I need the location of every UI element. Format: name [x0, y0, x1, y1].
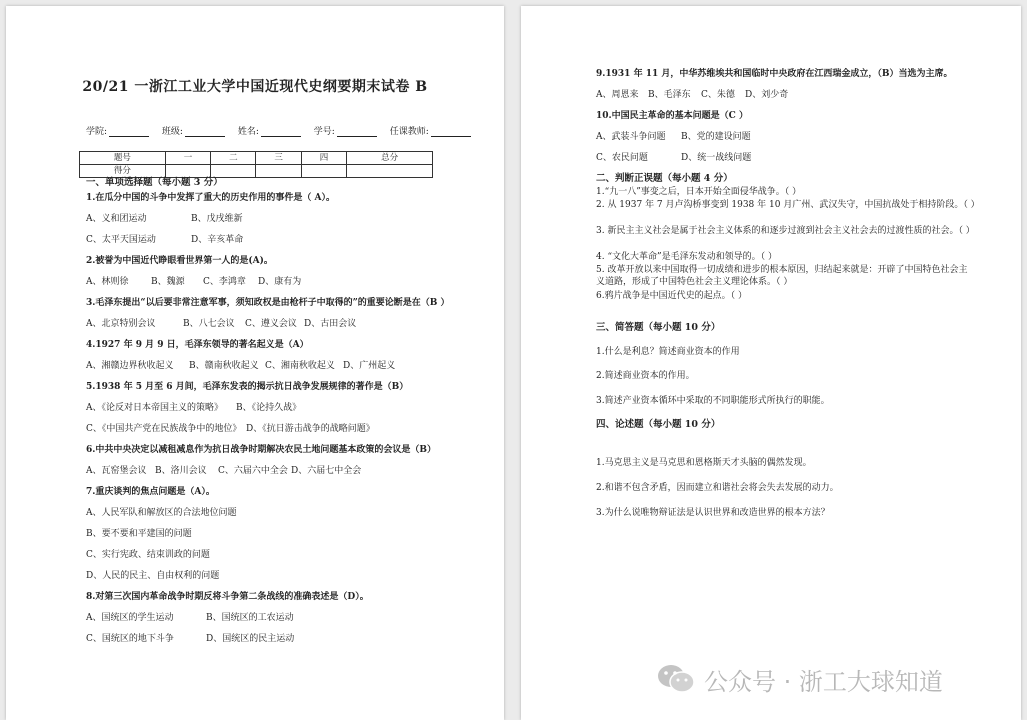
score-header-cell: 一 [165, 152, 210, 165]
option-b: B、国统区的工农运动 [206, 613, 294, 623]
score-header-cell: 总分 [347, 152, 433, 165]
option-b: B、要不要和平建国的问题 [86, 529, 192, 539]
option-d: D、辛亥革命 [191, 235, 244, 245]
score-cell [211, 165, 256, 178]
option-c: C、遵义会议 [245, 319, 297, 329]
option-d: D、古田会议 [304, 319, 357, 329]
option-d: D、《抗日游击战争的战略问题》 [246, 424, 375, 434]
option-a: A、湘赣边界秋收起义 [86, 361, 174, 371]
essay-item: 2.和谐不包含矛盾，因而建立和谐社会将会失去发展的动力。 [596, 483, 839, 493]
option-b: B、赣南秋收起义 [189, 361, 259, 371]
judge-item: 3. 新民主主义社会是属于社会主义体系的和逐步过渡到社会主义社会去的过渡性质的社会。（ ） [596, 226, 975, 236]
question-stem: 1.在瓜分中国的斗争中发挥了重大的历史作用的事件是（ A）。 [86, 193, 336, 203]
student-id-label: 学号: [313, 127, 335, 137]
score-cell [256, 165, 301, 178]
score-cell [347, 165, 433, 178]
question-stem: 9.1931 年 11 月，中华苏维埃共和国临时中央政府在江西瑞金成立，（B）当选为主席。 [596, 69, 953, 79]
college-blank [109, 127, 149, 137]
judge-item: 5. 改革开放以来中国取得一切成绩和进步的根本原因，归结起来就是：开辟了中国特色社会主义道路，形成了中国特色社会主义理论体系。（ ） [596, 265, 968, 287]
option-a: A、瓦窑堡会议 [86, 466, 147, 476]
option-c: C、《中国共产党在民族战争中的地位》 [86, 424, 242, 434]
watermark [656, 662, 943, 696]
option-d: D、统一战线问题 [681, 153, 752, 163]
option-a: A、武装斗争问题 [596, 132, 666, 142]
question-stem: 8.对第三次国内革命战争时期反将斗争第二条战线的准确表述是（D）。 [86, 592, 369, 602]
question-stem: 5.1938 年 5 月至 6 月间，毛泽东发表的揭示抗日战争发展规律的著作是（B） [86, 382, 409, 392]
exam-page-1 [6, 6, 504, 720]
option-d: D、刘少奇 [745, 90, 789, 100]
judge-item: 6.鸦片战争是中国近代史的起点。（ ） [596, 291, 747, 301]
judge-item: 2. 从 1937 年 7 月卢沟桥事变到 1938 年 10 月广州、武汉失守，中国抗战处于相持阶段。（ ） [596, 200, 980, 210]
option-a: A、北京特别会议 [86, 319, 156, 329]
option-c: C、国统区的地下斗争 [86, 634, 174, 644]
question-stem: 3.毛泽东提出“以后要非常注意军事，须知政权是由枪杆子中取得的”的重要论断是在（B ） [86, 298, 450, 308]
section1-heading: 一、单项选择题（每小题 3 分） [86, 177, 223, 188]
option-a: A、周恩来 [596, 90, 639, 100]
question-stem: 7.重庆谈判的焦点问题是（A）。 [86, 487, 215, 497]
option-a: A、义和团运动 [86, 214, 147, 224]
short-answer-item: 3.简述产业资本循环中采取的不同职能形式所执行的职能。 [596, 396, 830, 406]
question-stem: 4.1927 年 9 月 9 日，毛泽东领导的著名起义是（A） [86, 340, 309, 350]
question-stem: 2.被誉为中国近代睁眼看世界第一人的是(A)。 [86, 256, 273, 266]
teacher-label: 任课教师: [389, 127, 429, 137]
score-header-cell: 三 [256, 152, 301, 165]
score-header-cell: 四 [301, 152, 346, 165]
wechat-icon [656, 663, 696, 695]
option-c: C、六届六中全会 [218, 466, 288, 476]
option-a: A、人民军队和解放区的合法地位问题 [86, 508, 237, 518]
name-blank [261, 127, 301, 137]
section2-heading: 二、判断正误题（每小题 4 分） [596, 173, 733, 184]
score-table-score-row [80, 165, 433, 178]
class-label: 班级: [161, 127, 183, 137]
student-id-blank [337, 127, 377, 137]
option-a: A、林则徐 [86, 277, 129, 287]
option-c: C、朱德 [701, 90, 735, 100]
option-a: A、国统区的学生运动 [86, 613, 174, 623]
option-c: C、李鸿章 [203, 277, 246, 287]
option-c: C、湘南秋收起义 [265, 361, 335, 371]
teacher-blank [431, 127, 471, 137]
student-info-line [86, 124, 481, 137]
essay-item: 3.为什么说唯物辩证法是认识世界和改造世界的根本方法？ [596, 508, 830, 518]
exam-page-2 [521, 6, 1021, 720]
option-d: D、国统区的民主运动 [206, 634, 295, 644]
watermark-text: 公众号 · 浙工大球知道 [704, 667, 943, 696]
score-table-header-row [80, 152, 433, 165]
score-cell [301, 165, 346, 178]
option-c: C、太平天国运动 [86, 235, 156, 245]
option-d: D、人民的民主、自由权利的问题 [86, 571, 220, 581]
short-answer-item: 1.什么是利息？简述商业资本的作用 [596, 347, 740, 357]
score-cell [165, 165, 210, 178]
option-b: B、《论持久战》 [236, 403, 302, 413]
judge-item: 1.“九一八”事变之后，日本开始全面侵华战争。（ ） [596, 187, 802, 197]
option-b: B、魏源 [151, 277, 185, 287]
option-b: B、洛川会议 [155, 466, 207, 476]
option-c: C、实行宪政、结束训政的问题 [86, 550, 210, 560]
option-d: D、康有为 [258, 277, 302, 287]
option-b: B、八七会议 [183, 319, 235, 329]
exam-title: 20/21 一浙江工业大学中国近现代史纲要期末试卷 B [82, 79, 428, 95]
question-stem: 6.中共中央决定以减租减息作为抗日战争时期解决农民土地问题基本政策的会议是（B） [86, 445, 437, 455]
score-header-cell: 二 [211, 152, 256, 165]
section3-heading: 三、简答题（每小题 10 分） [596, 322, 721, 333]
essay-item: 1.马克思主义是马克思和恩格斯天才头脑的偶然发现。 [596, 458, 812, 468]
name-label: 姓名: [237, 127, 259, 137]
option-d: D、六届七中全会 [291, 466, 362, 476]
score-table [79, 151, 433, 178]
question-stem: 10.中国民主革命的基本问题是（C ） [596, 111, 748, 121]
score-row-label: 得分 [80, 165, 166, 178]
option-b: B、戊戌维新 [191, 214, 243, 224]
section4-heading: 四、论述题（每小题 10 分） [596, 419, 721, 430]
option-d: D、广州起义 [343, 361, 396, 371]
option-b: B、党的建设问题 [681, 132, 751, 142]
class-blank [185, 127, 225, 137]
option-b: B、毛泽东 [648, 90, 691, 100]
option-c: C、农民问题 [596, 153, 648, 163]
short-answer-item: 2.简述商业资本的作用。 [596, 371, 695, 381]
judge-item: 4. “文化大革命”是毛泽东发动和领导的。（ ） [596, 252, 778, 262]
option-a: A、《论反对日本帝国主义的策略》 [86, 403, 224, 413]
college-label: 学院: [86, 127, 108, 137]
score-header-cell: 题号 [80, 152, 166, 165]
